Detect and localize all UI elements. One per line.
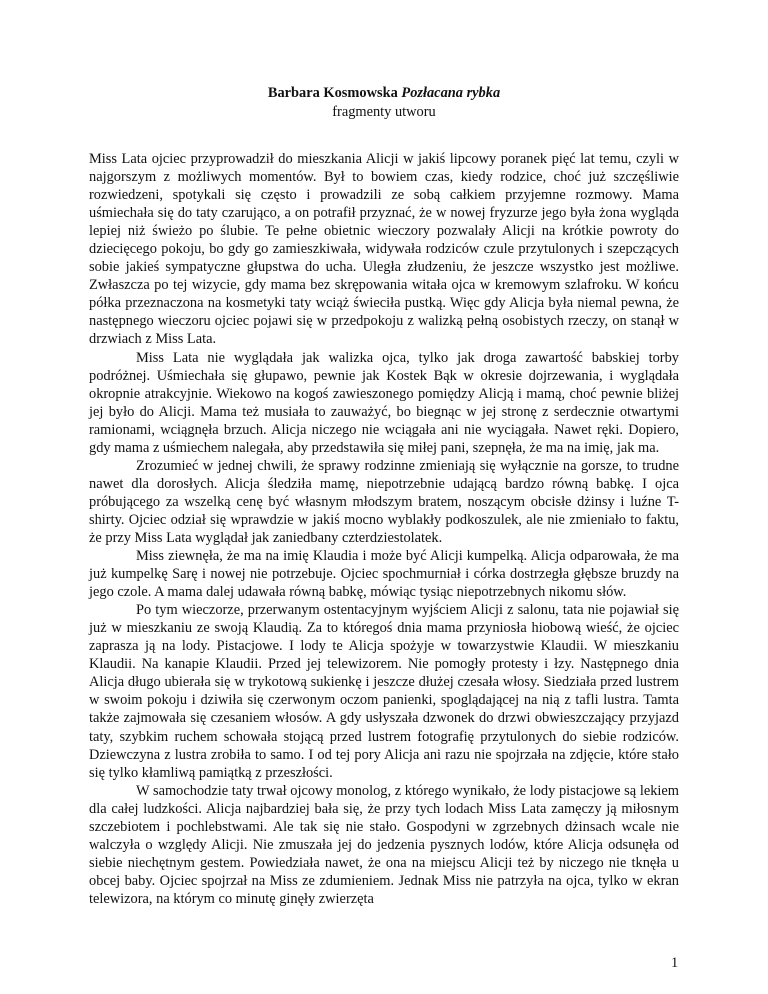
paragraph: Miss ziewnęła, że ma na imię Klaudia i może być Alicji kumpelką. Alicja odparowała, że ma już kumpelkę Sarę i nowej nie potrzebuje. Ojciec spochmurniał i córka dostrzegła głębsze bruzdy na jego czole. A mama dalej udawała równą babkę, mówiąc tysiąc niepotrzebnych nikomu słów.: [89, 548, 679, 601]
paragraph: Miss Lata ojciec przyprowadził do mieszkania Alicji w jakiś lipcowy poranek pięć lat temu, czyli w najgorszym z możliwych momentów. Był to bowiem czas, kiedy rodzice, choć już szczęśliwie rozwiedzeni, spotykali się często i prowadzili ze sobą całkiem przyjemne rozmowy. Mama uśmiechała się do taty czarująco, a on potrafił przyznać, że w nowej fryzurze jego była żona wygląda lepiej niż świeżo po ślubie. Te pełne obietnic wieczory pozwalały Alicji na krótkie powroty do dziecięcego pokoju, bo gdy go zamieszkiwała, widywała rodziców czule przytulonych i szepczących sobie jakieś sympatyczne głupstwa do ucha. Uległa złudzeniu, że jeszcze wszystko jest możliwe. Zwłaszcza po tej wizycie, gdy mama bez skrępowania witała ojca w kremowym szlafroku. W końcu półka przeznaczona na kosmetyki taty wciąż świeciła pustką. Więc gdy Alicja była niemal pewna, że następnego wieczoru ojciec pojawi się w przedpokoju z walizką pełną osobistych rzeczy, on stanął w drzwiach z Miss Lata.: [89, 151, 679, 348]
document-body: [89, 150, 679, 908]
work-title: Pozłacana rybka: [401, 85, 501, 101]
page-number: 1: [671, 955, 679, 971]
subtitle: fragmenty utworu: [332, 104, 436, 120]
paragraph: Miss Lata nie wyglądała jak walizka ojca, tylko jak droga zawartość babskiej torby podróżnej. Uśmiechała się głupawo, pewnie jak Kostek Bąk w okresie dojrzewania, i wyglądała okropnie atrakcyjnie. Wiekowo na kogoś zawieszonego pomiędzy Alicją i mamą, choć pewnie bliżej jej było do Alicji. Mama też musiała to zauważyć, bo biegnąc w jej stronę z serdecznie otwartymi ramionami, wciągnęła brzuch. Alicja niczego nie wciągała ani nie wyciągała. Nawet ręki. Dopiero, gdy mama z uśmiechem nalegała, aby przedstawiła się miłej pani, szepnęła, że ma na imię, jak ma.: [89, 349, 679, 456]
title-line: [0, 84, 768, 103]
paragraph: Zrozumieć w jednej chwili, że sprawy rodzinne zmieniają się wyłącznie na gorsze, to trudne nawet dla dorosłych. Alicja śledziła mamę, niepotrzebnie udającą bardzo równą babkę. I ojca próbującego za wszelką cenę być własnym młodszym bratem, noszącym obcisłe dżinsy i luźne T-shirty. Ojciec odział się wprawdzie w jakiś mocno wyblakły podkoszulek, ale nie zmieniało to faktu, że przy Miss Lata wyglądał jak zaniedbany czterdziestolatek.: [89, 457, 679, 546]
author-name: Barbara Kosmowska: [267, 85, 398, 101]
paragraph: Po tym wieczorze, przerwanym ostentacyjnym wyjściem Alicji z salonu, tata nie pojawiał się już w mieszkaniu ze swoją Klaudią. Za to któregoś dnia mama przyniosła hiobową wieść, że ojciec zaprasza ją na lody. Pistacjowe. I lody te Alicja spożyje w towarzystwie Klaudii. W mieszkaniu Klaudii. Na kanapie Klaudii. Przed jej telewizorem. Nie pomogły protesty i łzy. Następnego dnia Alicja długo ubierała się w trykotową sukienkę i jeszcze dłużej czesała włosy. Siedziała przed lustrem w swoim pokoju i dziwiła się czerwonym oczom panienki, spoglądającej na nią z tafli lustra. Tamta także zajmowała się czesaniem włosów. A gdy usłyszała dzwonek do drzwi obwieszczający przyjazd taty, szybkim ruchem schowała stojącą przed lustrem fotografię przytulonych do siebie rodziców. Dziewczyna z lustra zrobiła to samo. I od tej pory Alicja ani razu nie spojrzała na zdjęcie, które stało się tylko kłamliwą pamiątką z przeszłości.: [89, 602, 679, 781]
document-header: [0, 84, 768, 122]
paragraph: W samochodzie taty trwał ojcowy monolog, z którego wynikało, że lody pistacjowe są lekiem dla całej ludzkości. Alicja najbardziej bała się, że przy tych lodach Miss Lata zamęczy ją miłosnym szczebiotem i pochlebstwami. Ale tak się nie stało. Gospodyni w zgrzebnych dżinsach wcale nie walczyła o względy Alicji. Nie zmuszała jej do jedzenia pysznych lodów, które Alicja odsunęła od siebie niechętnym gestem. Powiedziała nawet, że ona na miejscu Alicji też by niczego nie tknęła u obcej baby. Ojciec spojrzał na Miss ze zdumieniem. Jednak Miss nie patrzyła na ojca, tylko w ekran telewizora, na którym co minutę ginęły zwierzęta: [89, 782, 679, 907]
